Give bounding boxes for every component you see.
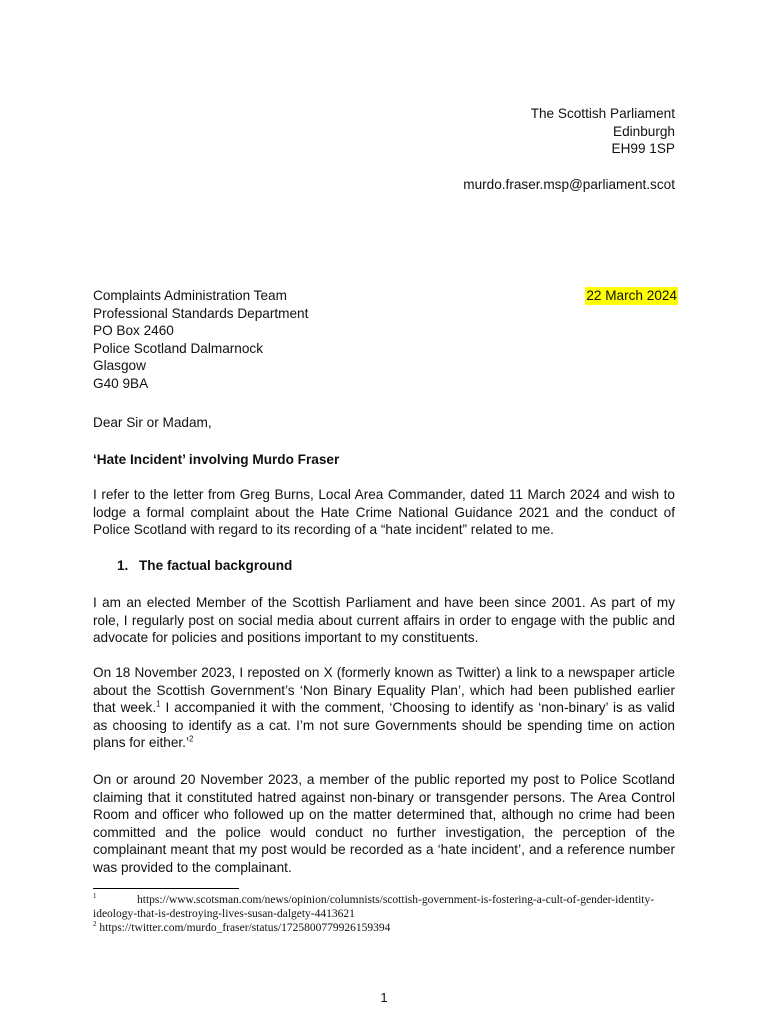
section-heading [117, 557, 699, 575]
section-title: The factual background [139, 558, 293, 573]
footnote-1: 1 https://www.scotsman.com/news/opinion/columnists/scottish-government-is-fostering-a-cult-of-gender-identity-ideology-that-is-destroying-lives-susan-dalgety-4413621 [93, 892, 655, 920]
footnote-ref-1[interactable]: 1 [156, 699, 161, 709]
footnote-ref-2[interactable]: 2 [188, 734, 194, 744]
footnote-separator [93, 888, 239, 889]
footnote-2 [93, 921, 675, 935]
section-number: 1. [117, 558, 129, 573]
sender-address [463, 105, 675, 193]
recipient-line-postcode: G40 9BA [93, 375, 149, 391]
paragraph-repost [93, 664, 675, 752]
paragraph-background: I am an elected Member of the Scottish Parliament and have been since 2001. As part of my role, I regularly post on social media about current affairs in order to engage with the public and advocate for policies and positions important to my constituents. [93, 595, 675, 646]
footnote-2-mark: 2 [93, 920, 97, 929]
page-number: 1 [380, 990, 388, 1005]
sender-line-organisation: The Scottish Parliament [530, 106, 675, 121]
recipient-line-pobox: PO Box 2460 [93, 323, 174, 339]
sender-line-postcode: EH99 1SP [611, 141, 675, 157]
sender-email: murdo.fraser.msp@parliament.scot [463, 176, 675, 192]
recipient-line-department: Professional Standards Department [93, 305, 309, 321]
sender-line-city: Edinburgh [613, 123, 675, 139]
footnote-2-link[interactable]: https://twitter.com/murdo_fraser/status/1725800779926159394 [99, 922, 391, 934]
footnote-1-link[interactable]: https://www.scotsman.com/news/opinion/columnists/scottish-government-is-fostering-a-cult-of-gender-identity-ideology-that-is-destroying-lives-susan-dalgety-4413621 [93, 894, 655, 920]
recipient-line-city: Glasgow [93, 358, 146, 374]
footnotes [93, 893, 675, 935]
paragraph-intro: I refer to the letter from Greg Burns, Local Area Commander, dated 11 March 2024 and wish to lodge a formal complaint about the Hate Crime National Guidance 2021 and the conduct of Police Scotland with regard to its recording of a “hate incident” related to me. [93, 487, 675, 538]
letter-date: 22 March 2024 [586, 288, 677, 303]
recipient-line-organisation: Police Scotland Dalmarnock [93, 340, 264, 356]
salutation: Dear Sir or Madam, [93, 415, 212, 430]
paragraph-report: On or around 20 November 2023, a member of the public reported my post to Police Scotland claiming that it constituted hatred against non-binary or transgender persons. The Area Control Room and officer who followed up on the matter determined that, although no crime had been committed and the police would conduct no further investigation, the perception of the complainant meant that my post would be recorded as a ‘hate incident’, and a reference number was provided to the complainant. [93, 772, 675, 875]
paragraph-repost-text-b: I accompanied it with the comment, ‘Choosing to identify as ‘non-binary’ is as valid as choosing to identify as a cat. I’m not sure Governments should be spending time on action plans for either.’ [93, 700, 675, 751]
paragraph-repost-text-a: On 18 November 2023, I reposted on X (formerly known as Twitter) a link to a newspaper article about the Scottish Government’s ‘Non Binary Equality Plan’, which had been published earlier that week. [93, 665, 675, 716]
recipient-line-team: Complaints Administration Team [93, 288, 287, 303]
subject-line: ‘Hate Incident’ involving Murdo Fraser [93, 452, 340, 467]
recipient-address [93, 287, 308, 393]
